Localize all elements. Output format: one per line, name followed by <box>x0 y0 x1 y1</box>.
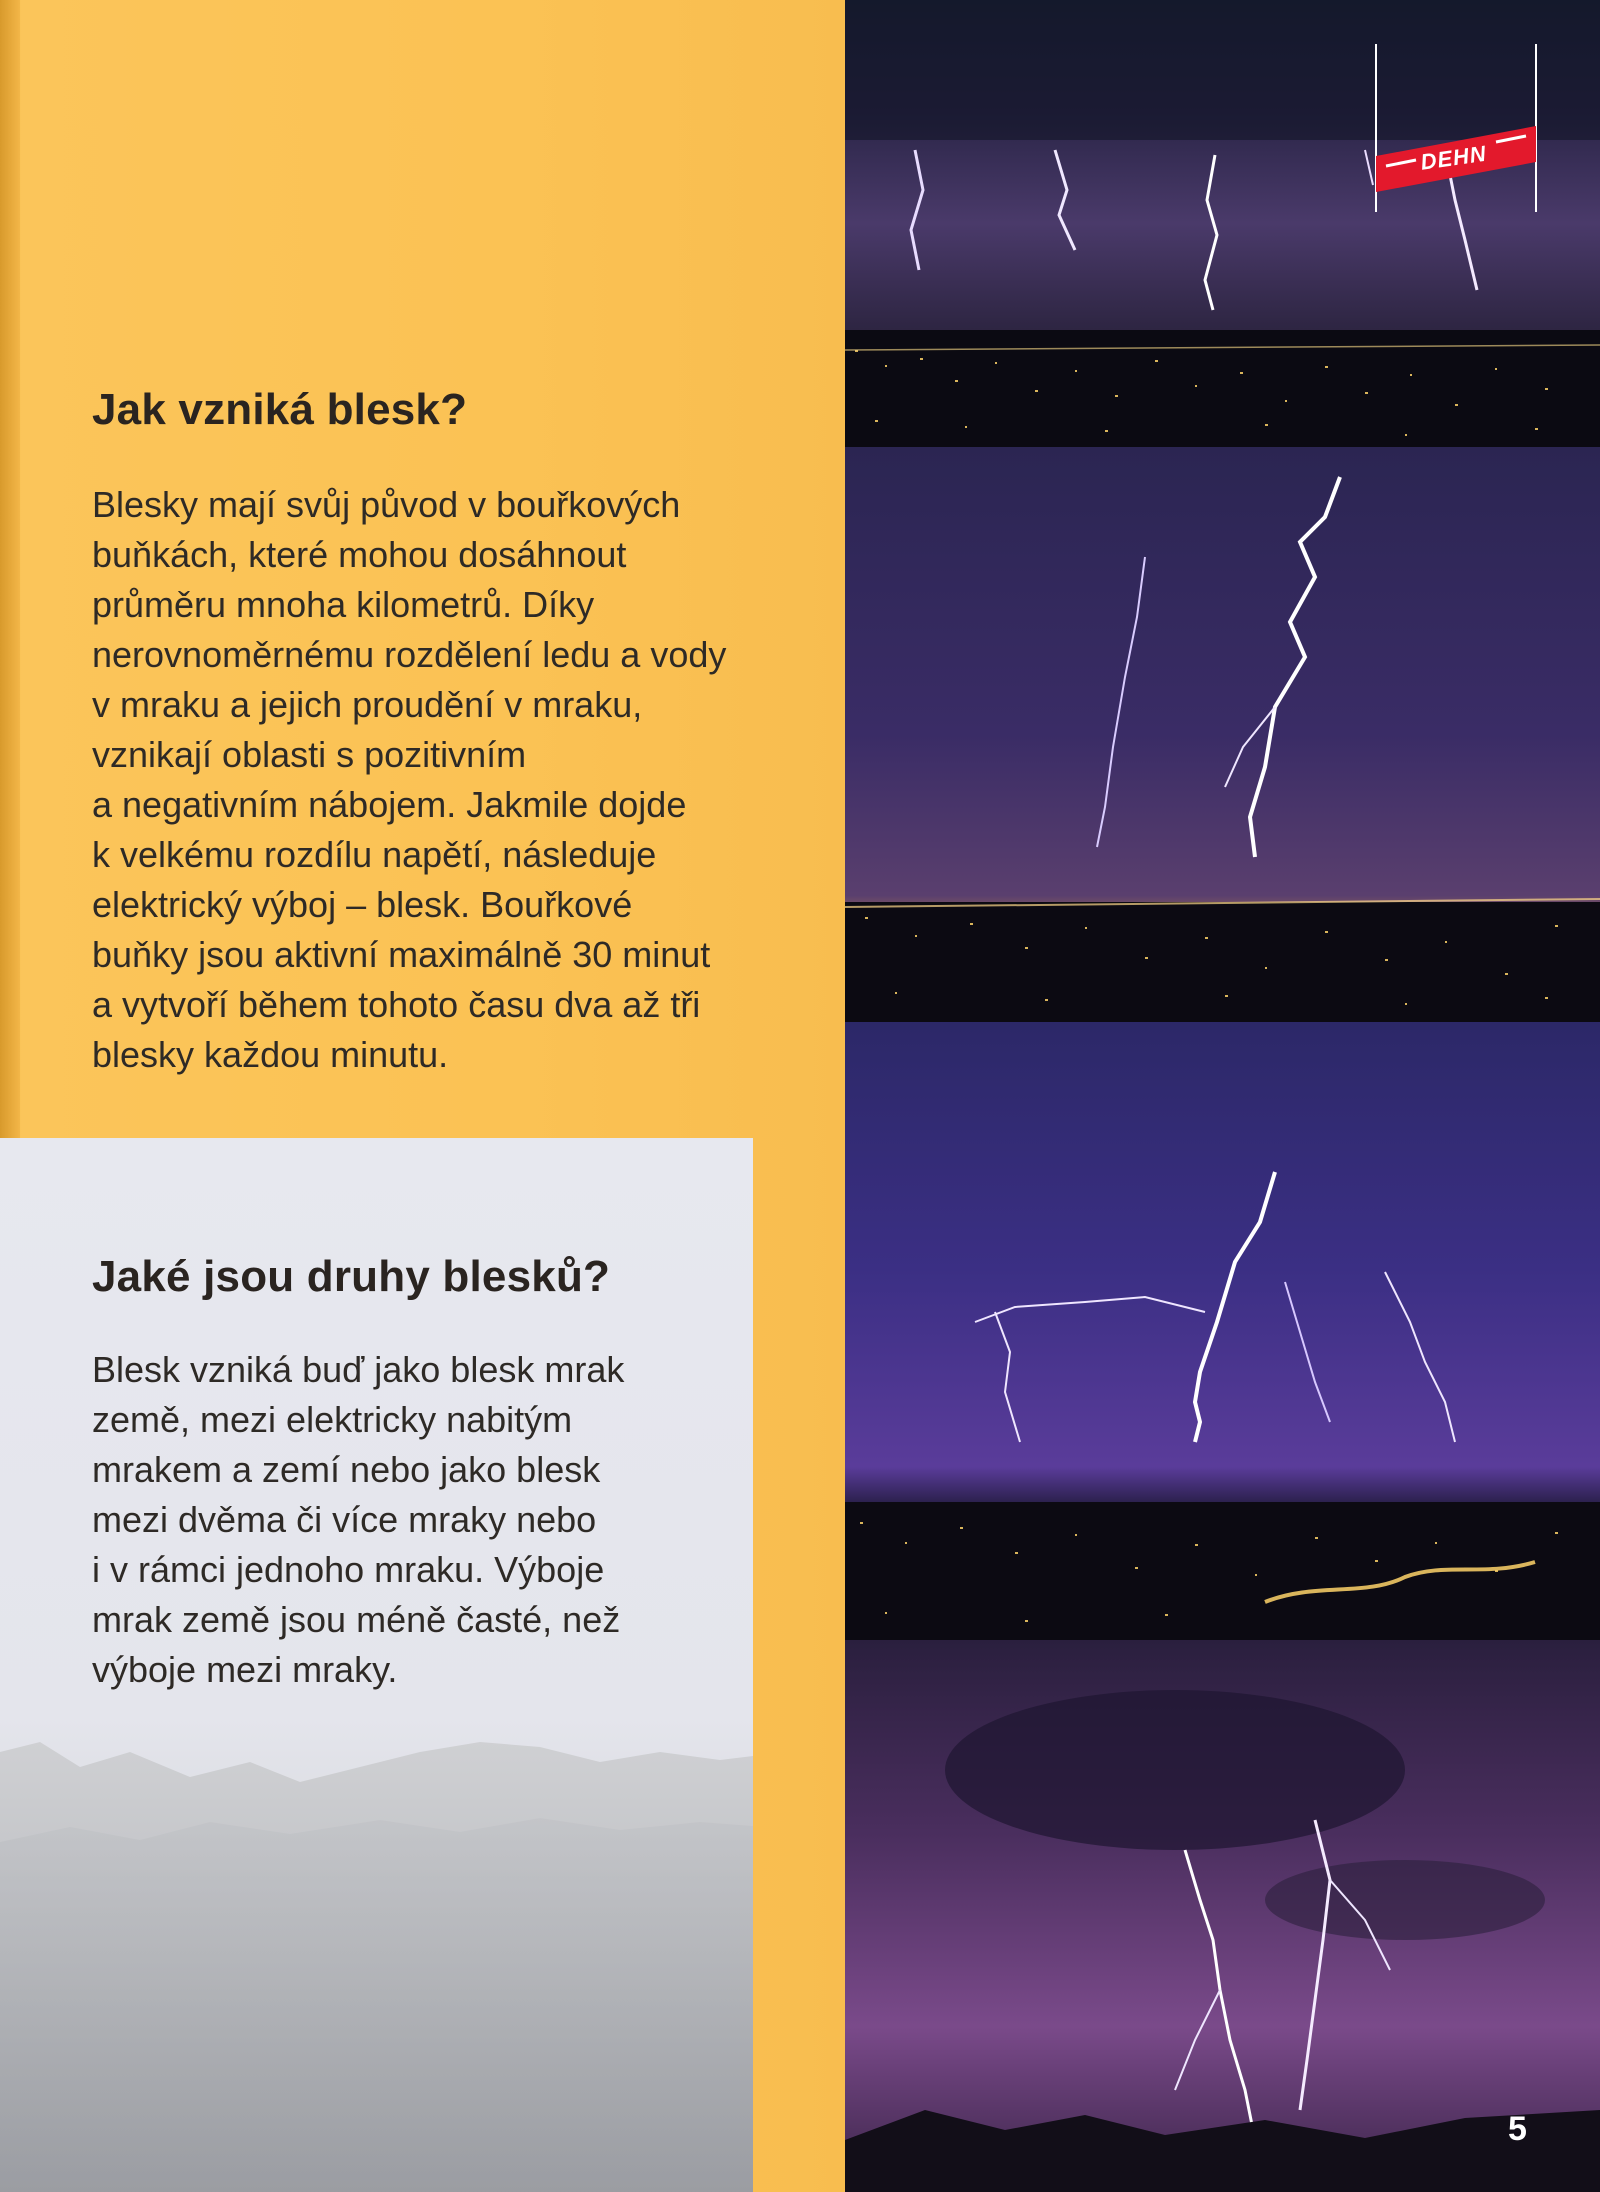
mountain-silhouette-icon <box>0 1722 753 2192</box>
section-formation <box>92 385 812 1080</box>
dehn-logo-icon <box>1372 44 1540 212</box>
lightning-bolt-photo <box>845 447 1600 1022</box>
section-formation-title: Jak vzniká blesk? <box>92 385 468 434</box>
photo3-graphic <box>845 1022 1600 1640</box>
lightning-storm-photo <box>845 1022 1600 1640</box>
photo2-graphic <box>845 447 1600 1022</box>
section-formation-body: Blesky mají svůj původ v bouřkových buňkách, které mohou dosáhnout průměru mnoha kilometrů. Díky nerovnoměrnému rozdělení ledu a vody v mraku a jejich proudění v mraku, vznikají oblasti s pozitivním a negativním nábojem. Jakmile dojde k velkému rozdílu napětí, následuje elektrický výboj – blesk. Bouřkové buňky jsou aktivní maximálně 30 minut a vytvoří během tohoto času dva až tři blesky každou minutu. <box>92 483 727 1075</box>
page-number: 5 <box>1508 2110 1527 2148</box>
section-types-body: Blesk vzniká buď jako blesk mrak země, mezi elektricky nabitým mrakem a zemí nebo jako blesk mezi dvěma či více mraky nebo i v rámci jednoho mraku. Výboje mrak země jsou méně časté, než výboje mezi mraky. <box>92 1348 625 1690</box>
logo-text: DEHN <box>1419 140 1489 175</box>
section-types-title: Jaké jsou druhy blesků? <box>92 1252 611 1301</box>
lightning-mountain-photo <box>845 1640 1600 2192</box>
photo4-graphic <box>845 1640 1600 2192</box>
section-types <box>92 1252 732 1695</box>
photo-column <box>845 0 1600 2192</box>
